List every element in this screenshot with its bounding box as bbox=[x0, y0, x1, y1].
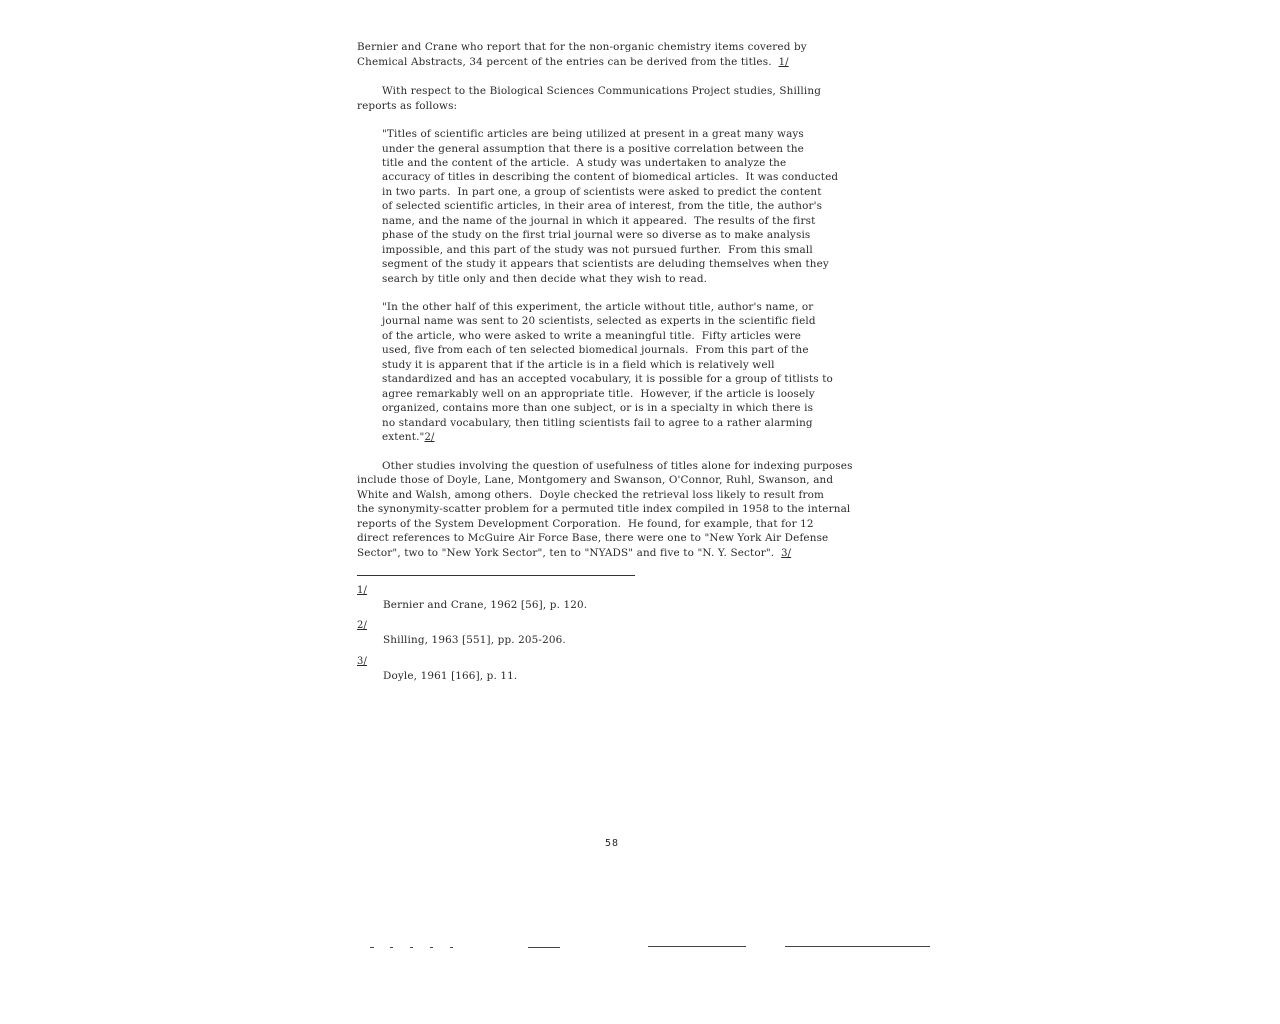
body-text-line: With respect to the Biological Sciences Communications Project studies, Shilling bbox=[382, 85, 822, 97]
footnote-reference: 3/ bbox=[781, 548, 792, 559]
body-text-line: reports as follows: bbox=[357, 100, 458, 112]
body-text-segment: Sector", two to "New York Sector", ten to "NYADS" and five to "N. Y. Sector". bbox=[357, 547, 775, 559]
footnote-separator bbox=[357, 575, 635, 576]
quote-text-line: impossible, and this part of the study was not pursued further. From this small bbox=[382, 244, 813, 256]
quote-text-line: study it is apparent that if the article is in a field which is relatively well bbox=[382, 359, 775, 371]
quote-text-line: no standard vocabulary, then titling scientists fail to agree to a rather alarming bbox=[382, 417, 813, 429]
footnote-mark: 3/ bbox=[357, 656, 368, 667]
quote-text-line: used, five from each of ten selected biomedical journals. From this part of the bbox=[382, 344, 809, 356]
quote-text-line: organized, contains more than one subject, or is in a specialty in which there is bbox=[382, 402, 814, 414]
footnote-reference: 1/ bbox=[778, 57, 789, 68]
page-number: 58 bbox=[605, 838, 620, 849]
scan-artifact-line bbox=[785, 946, 930, 947]
quote-text-line: title and the content of the article. A study was undertaken to analyze the bbox=[382, 157, 787, 169]
body-text-line: reports of the System Development Corporation. He found, for example, that for 12 bbox=[357, 518, 814, 530]
footnote-mark: 1/ bbox=[357, 585, 368, 596]
quote-text-line: accuracy of titles in describing the content of biomedical articles. It was conducted bbox=[382, 171, 839, 183]
body-text-line: White and Walsh, among others. Doyle checked the retrieval loss likely to result from bbox=[357, 489, 825, 501]
scan-artifact-line bbox=[528, 947, 560, 948]
quote-text-line: "In the other half of this experiment, the article without title, author's name, or bbox=[382, 301, 814, 313]
scan-artifact-line bbox=[390, 947, 393, 948]
scan-artifact-line bbox=[430, 947, 433, 948]
footnote-reference: 2/ bbox=[424, 432, 435, 443]
scan-artifact-line bbox=[648, 946, 746, 947]
quote-text-line bbox=[382, 430, 435, 445]
footnote-mark: 2/ bbox=[357, 620, 368, 631]
body-text-line: Bernier and Crane who report that for the non-organic chemistry items covered by bbox=[357, 41, 807, 53]
quote-text-line: search by title only and then decide what they wish to read. bbox=[382, 273, 708, 285]
body-text-line: include those of Doyle, Lane, Montgomery and Swanson, O'Connor, Ruhl, Swanson, and bbox=[357, 474, 834, 486]
quote-text-line: segment of the study it appears that scientists are deluding themselves when they bbox=[382, 258, 829, 270]
body-text-line: Other studies involving the question of usefulness of titles alone for indexing purposes bbox=[382, 460, 853, 472]
quote-text-line: journal name was sent to 20 scientists, selected as experts in the scientific field bbox=[382, 315, 816, 327]
body-text-line: the synonymity-scatter problem for a permuted title index compiled in 1958 to the internal bbox=[357, 503, 851, 515]
scan-artifact-line bbox=[450, 947, 453, 948]
body-text-line: direct references to McGuire Air Force Base, there were one to "New York Air Defense bbox=[357, 532, 829, 544]
quote-text-line: phase of the study on the first trial journal were so diverse as to make analysis bbox=[382, 229, 811, 241]
quote-text-segment: extent." bbox=[382, 431, 425, 443]
quote-text-line: "Titles of scientific articles are being utilized at present in a great many ways bbox=[382, 128, 804, 140]
quote-text-line: standardized and has an accepted vocabulary, it is possible for a group of titlists to bbox=[382, 373, 833, 385]
body-text-segment: Chemical Abstracts, 34 percent of the entries can be derived from the titles. bbox=[357, 56, 772, 68]
footnote-text: Shilling, 1963 [551], pp. 205-206. bbox=[383, 634, 566, 646]
footnote-text: Doyle, 1961 [166], p. 11. bbox=[383, 670, 518, 682]
scan-artifact-line bbox=[410, 947, 413, 948]
body-text-line bbox=[357, 546, 791, 561]
quote-text-line: of selected scientific articles, in their area of interest, from the title, the author's bbox=[382, 200, 823, 212]
scan-artifact-line bbox=[370, 947, 374, 948]
quote-text-line: agree remarkably well on an appropriate title. However, if the article is loosely bbox=[382, 388, 815, 400]
quote-text-line: of the article, who were asked to write a meaningful title. Fifty articles were bbox=[382, 330, 802, 342]
body-text-line bbox=[357, 55, 789, 70]
quote-text-line: under the general assumption that there is a positive correlation between the bbox=[382, 143, 804, 155]
footnote-text: Bernier and Crane, 1962 [56], p. 120. bbox=[383, 599, 588, 611]
quote-text-line: name, and the name of the journal in which it appeared. The results of the first bbox=[382, 215, 816, 227]
quote-text-line: in two parts. In part one, a group of scientists were asked to predict the content bbox=[382, 186, 822, 198]
